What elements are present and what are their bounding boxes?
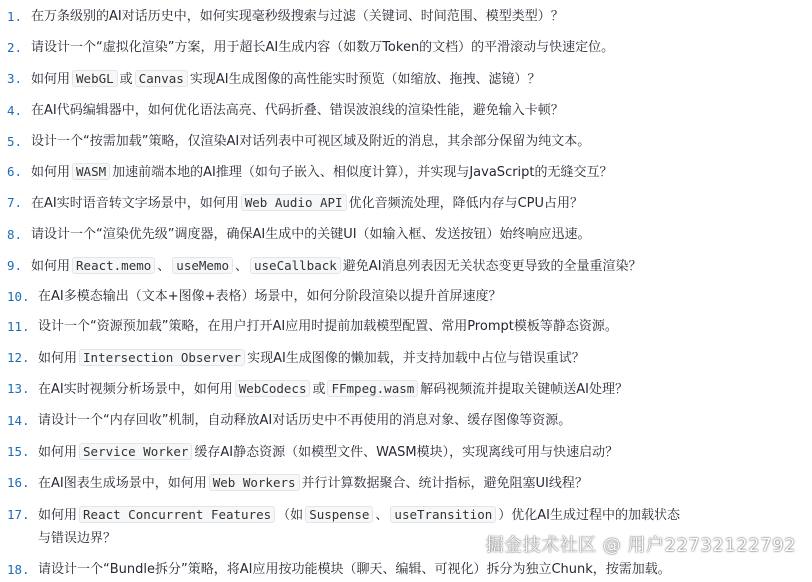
text-run: 在万条级别的AI对话历史中，如何实现毫秒级搜索与过滤（关键词、时间范围、模型类型）？ bbox=[31, 9, 564, 24]
text-run: 实现AI生成图像的高性能实时预览（如缩放、拖拽、滤镜）？ bbox=[189, 72, 541, 87]
inline-code: Suspense bbox=[305, 506, 373, 523]
text-run: 如何用 bbox=[31, 165, 71, 180]
text-run: 解码视频流并提取关键帧送AI处理？ bbox=[420, 382, 629, 397]
inline-code: WebGL bbox=[72, 70, 118, 87]
item-number: 13. bbox=[7, 381, 30, 396]
item-number: 10. bbox=[7, 289, 30, 304]
text-run: 设计一个“资源预加载”策略，在用户打开AI应用时提前加载模型配置、常用Prompt模板等静态资源。 bbox=[38, 319, 618, 334]
watermark: 掘金技术社区 @ 用户22732122792 bbox=[485, 535, 796, 556]
inline-code: Service Worker bbox=[79, 443, 192, 460]
item-text bbox=[38, 409, 780, 433]
text-run: 在AI代码编辑器中，如何优化语法高亮、代码折叠、错误波浪线的渲染性能，避免输入卡顿？ bbox=[31, 103, 564, 118]
item-text bbox=[31, 160, 780, 185]
text-run: 请设计一个“Bundle拆分”策略，将AI应用按功能模块（聊天、编辑、可视化）拆分为独立Chunk，按需加载。 bbox=[38, 562, 671, 577]
text-run: 避免AI消息列表因无关状态变更导致的全量重渲染？ bbox=[342, 259, 642, 274]
item-number: 6. bbox=[7, 164, 23, 179]
item-text bbox=[38, 377, 780, 402]
text-run: 加速前端本地的AI推理（如句子嵌入、相似度计算），并实现与JavaScript的无缝交互？ bbox=[112, 165, 613, 180]
item-text bbox=[38, 315, 780, 339]
inline-code: Intersection Observer bbox=[79, 349, 245, 366]
item-number: 11. bbox=[7, 319, 30, 334]
item-number: 17. bbox=[7, 507, 30, 522]
text-run: 如何用 bbox=[38, 445, 78, 460]
item-text bbox=[31, 223, 780, 247]
text-run: 在AI多模态输出（文本+图像+表格）场景中，如何分阶段渲染以提升首屏速度？ bbox=[38, 289, 502, 304]
inline-code: useMemo bbox=[172, 257, 233, 274]
text-run: 在AI图表生成场景中，如何用 bbox=[38, 476, 207, 491]
text-run: 或 bbox=[119, 72, 133, 87]
item-number: 12. bbox=[7, 350, 30, 365]
item-text bbox=[38, 440, 780, 465]
item-text bbox=[31, 99, 780, 123]
text-run: 如何用 bbox=[38, 508, 78, 523]
text-run: 、 bbox=[157, 259, 171, 274]
text-run: 、 bbox=[234, 259, 248, 274]
text-run: 请设计一个“内存回收”机制，自动释放AI对话历史中不再使用的消息对象、缓存图像等资源。 bbox=[38, 413, 572, 428]
inline-code: Canvas bbox=[135, 70, 188, 87]
item-text bbox=[38, 346, 780, 371]
inline-code: WebCodecs bbox=[235, 380, 311, 397]
inline-code: useCallback bbox=[250, 257, 341, 274]
item-text bbox=[38, 471, 780, 496]
text-run: 如何用 bbox=[31, 72, 71, 87]
item-number: 16. bbox=[7, 475, 30, 490]
item-number: 1. bbox=[7, 9, 23, 24]
item-number: 15. bbox=[7, 444, 30, 459]
inline-code: WASM bbox=[72, 163, 110, 180]
text-run: 在AI实时语音转文字场景中，如何用 bbox=[31, 196, 239, 211]
text-run: 如何用 bbox=[38, 351, 78, 366]
text-run: 请设计一个“虚拟化渲染”方案，用于超长AI生成内容（如数万Token的文档）的平滑滚动与快速定位。 bbox=[31, 40, 615, 55]
text-run: 如何用 bbox=[31, 259, 71, 274]
text-run: 优化音频流处理，降低内存与CPU占用？ bbox=[348, 196, 584, 211]
item-number: 5. bbox=[7, 134, 23, 149]
item-number: 18. bbox=[7, 562, 30, 577]
item-text bbox=[38, 558, 780, 582]
item-number: 7. bbox=[7, 195, 23, 210]
item-text bbox=[31, 254, 780, 279]
item-text bbox=[31, 36, 780, 60]
item-text bbox=[31, 130, 780, 154]
item-number: 14. bbox=[7, 413, 30, 428]
text-run: 请设计一个“渲染优先级”调度器，确保AI生成中的关键UI（如输入框、发送按钮）始终响应迅速。 bbox=[31, 227, 591, 242]
inline-code: Web Audio API bbox=[241, 194, 347, 211]
text-run: （如 bbox=[277, 508, 304, 523]
item-text bbox=[31, 5, 780, 29]
item-number: 2. bbox=[7, 40, 23, 55]
item-number: 4. bbox=[7, 103, 23, 118]
text-run: 设计一个“按需加载”策略，仅渲染AI对话列表中可视区域及附近的消息，其余部分保留为纯文本。 bbox=[31, 134, 591, 149]
inline-code: Web Workers bbox=[209, 474, 300, 491]
inline-code: useTransition bbox=[390, 506, 496, 523]
item-number: 3. bbox=[7, 71, 23, 86]
text-run: 实现AI生成图像的懒加载，并支持加载中占位与错误重试？ bbox=[247, 351, 585, 366]
text-run: 或 bbox=[312, 382, 326, 397]
inline-code: React Concurrent Features bbox=[79, 506, 275, 523]
text-run: ）优化AI生成过程中的加载状态 bbox=[498, 508, 680, 523]
item-number: 9. bbox=[7, 258, 23, 273]
inline-code: FFmpeg.wasm bbox=[327, 380, 418, 397]
item-text bbox=[38, 503, 780, 528]
inline-code: React.memo bbox=[72, 257, 155, 274]
text-run: 、 bbox=[375, 508, 389, 523]
item-text bbox=[31, 191, 780, 216]
item-text-continuation: 与错误边界？ bbox=[38, 531, 117, 546]
text-run: 并行计算数据聚合、统计指标，避免阻塞UI线程？ bbox=[301, 476, 588, 491]
text-run: 缓存AI静态资源（如模型文件、WASM模块），实现离线可用与快速启动？ bbox=[194, 445, 619, 460]
item-number: 8. bbox=[7, 227, 23, 242]
item-text bbox=[38, 285, 780, 309]
text-run: 在AI实时视频分析场景中，如何用 bbox=[38, 382, 233, 397]
item-text bbox=[31, 67, 780, 92]
